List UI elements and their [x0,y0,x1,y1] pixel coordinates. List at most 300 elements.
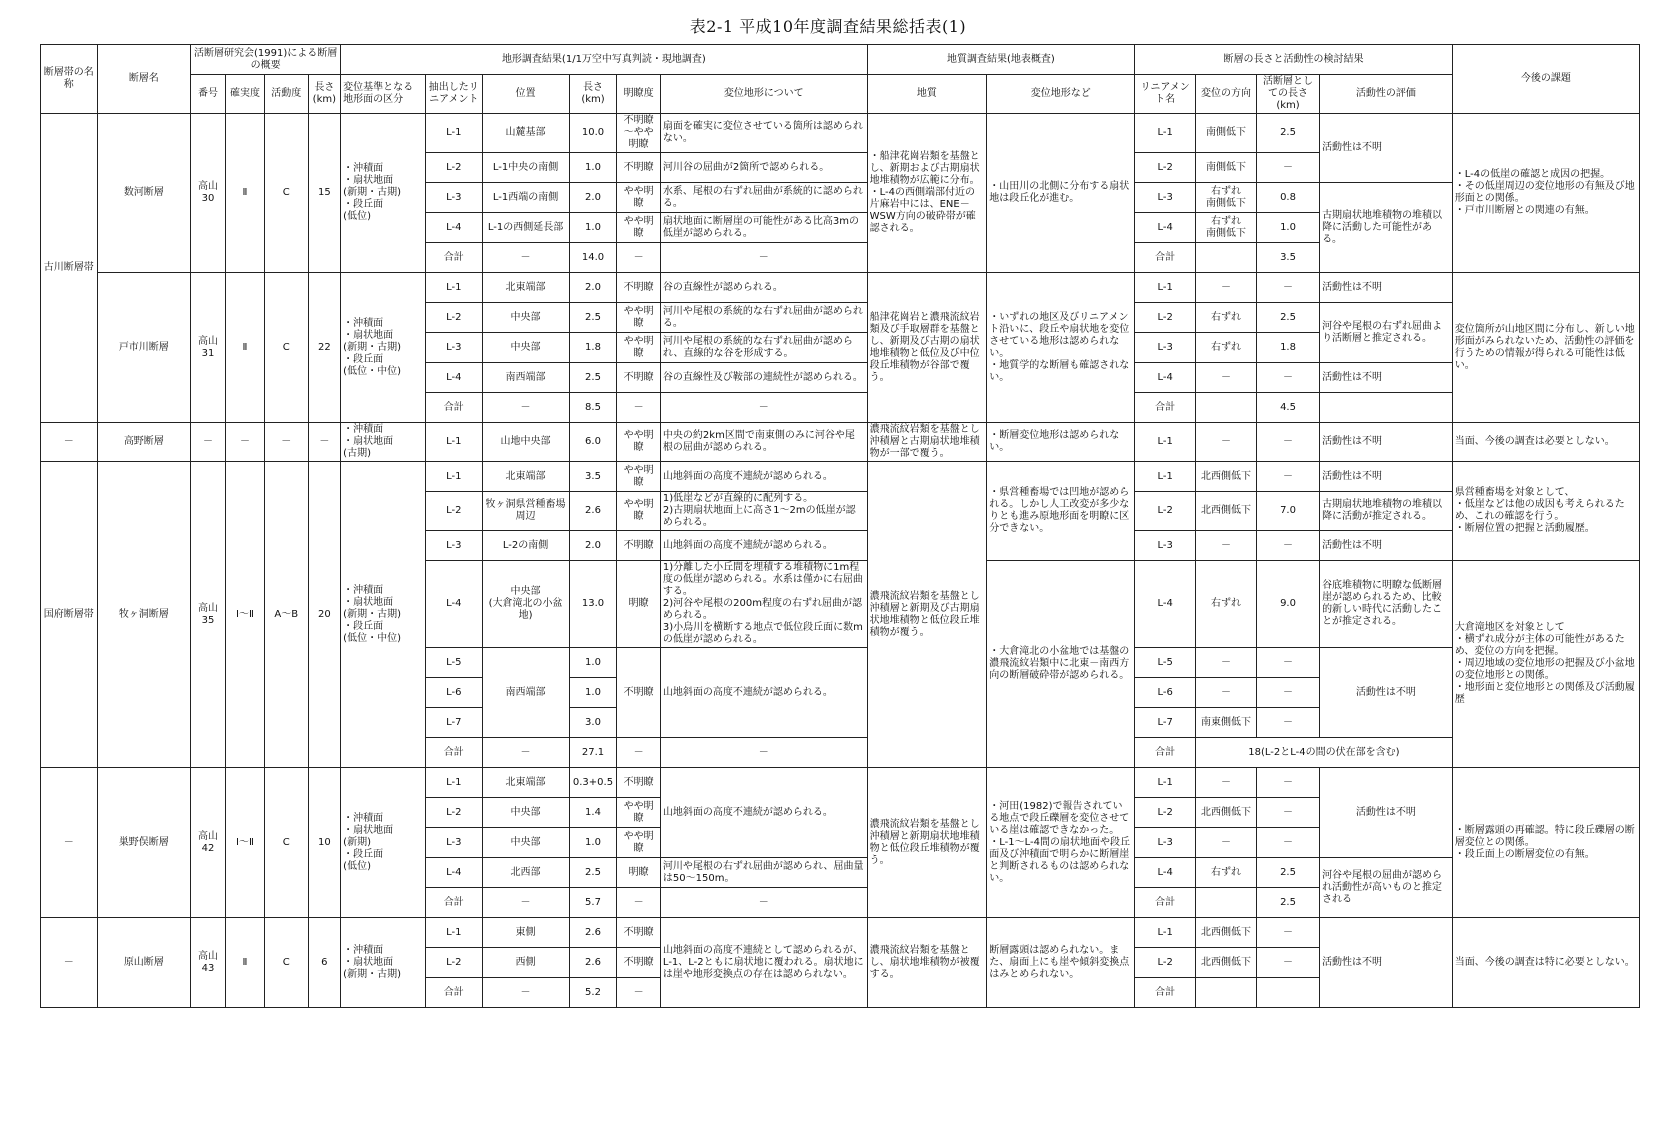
col-geo-group: 地質調査結果(地表概査) [867,45,1135,75]
position: 中央部 [482,303,569,333]
fault-length-eval: 2.5 [1256,114,1319,153]
total-fault-length: 18(L-2とL-4の間の伏在部を含む) [1196,738,1453,768]
total-label: 合計 [1135,888,1196,918]
lineament-id: L-2 [426,948,483,978]
col-activity-eval: 活動性の評価 [1320,75,1453,114]
topo-deform: 水系、尾根の右ずれ屈曲が系統的に認められる。 [660,183,867,213]
clarity: － [617,978,661,1008]
lineament-id: L-2 [426,798,483,828]
total-fault-length: 3.5 [1256,243,1319,273]
fault-certainty: Ⅱ [225,918,264,1008]
direction: － [1196,648,1257,678]
position: － [482,738,569,768]
lineament-name: L-4 [1135,213,1196,243]
clarity: やや明瞭 [617,183,661,213]
lineament-id: L-4 [426,363,483,393]
fault-number: － [191,423,226,462]
col-zone: 断層帯の名称 [41,45,98,114]
surface-types: ・沖積面 ・扇状地面 (新期・古期) ・段丘面 (低位) [341,114,426,273]
direction: 北西側低下 [1196,462,1257,492]
topo-deform: 山地斜面の高度不連続が認められる。 [660,648,867,738]
direction: 右ずれ [1196,858,1257,888]
clarity: やや明瞭 [617,333,661,363]
total-label: 合計 [426,393,483,423]
position: － [482,888,569,918]
fault-length-eval: 0.8 [1256,183,1319,213]
lineament-name: L-2 [1135,948,1196,978]
fault-length-eval: 9.0 [1256,561,1319,648]
activity-eval: 活動性は不明 [1320,462,1453,492]
length: 1.0 [569,153,617,183]
table-title: 表2-1 平成10年度調査結果総括表(1) [689,17,967,36]
lineament-name: L-5 [1135,648,1196,678]
zone-name: 国府断層帯 [41,462,98,768]
col-future: 今後の課題 [1452,45,1639,114]
clarity: 不明瞭 [617,363,661,393]
lineament-name: L-7 [1135,708,1196,738]
fault-number: 高山35 [191,462,226,768]
fault-name: 巣野俣断層 [97,768,191,918]
fault-name: 戸市川断層 [97,273,191,423]
direction: － [1196,531,1257,561]
fault-length-eval: － [1256,768,1319,798]
zone-name: － [41,918,98,1008]
lineament-name: L-4 [1135,858,1196,888]
fault-length: － [308,423,341,462]
activity-eval: 活動性は不明 [1320,273,1453,303]
fault-length: 20 [308,462,341,768]
topo-deform: － [660,243,867,273]
lineament-name: L-4 [1135,561,1196,648]
col-fault: 断層名 [97,45,191,114]
col-geo-deform: 変位地形など [987,75,1135,114]
lineament-id: L-1 [426,462,483,492]
table-row [41,273,1640,303]
lineament-name: L-2 [1135,153,1196,183]
lineament-id: L-7 [426,708,483,738]
topo-deform: 河川や尾根の系統的な右ずれ屈曲が認められ、直線的な谷を形成する。 [660,333,867,363]
total-label: 合計 [1135,978,1196,1008]
length: 0.3+0.5 [569,768,617,798]
activity-eval: 活動性は不明 [1320,531,1453,561]
header-row-1 [41,45,1640,75]
length: 1.0 [569,678,617,708]
fault-length-eval: － [1256,462,1319,492]
fault-length-eval: 2.5 [1256,858,1319,888]
position: 中央部 [482,333,569,363]
clarity: 明瞭 [617,561,661,648]
topo-deform: 扇面を確実に変位させている箇所は認められない。 [660,114,867,153]
geo-deform: ・県営種畜場では凹地が認められる。しかし人工改変が多少なりとも進み原地形面を明瞭に区分できない。 [987,462,1135,561]
geo-deform: ・大倉滝北の小盆地では基盤の濃飛流紋岩類中に北東－南西方向の断層破砕帯が認められる。 [987,561,1135,768]
clarity: － [617,393,661,423]
clarity: － [617,243,661,273]
fault-certainty: Ⅰ～Ⅱ [225,462,264,768]
future-tasks: 当面、今後の調査は必要としない。 [1452,423,1639,462]
surface-types: ・沖積面 ・扇状地面 (新期・古期) ・段丘面 (低位・中位) [341,462,426,768]
position: 山麓基部 [482,114,569,153]
activity-eval: 河谷や尾根の右ずれ屈曲より活断層と推定される。 [1320,303,1453,363]
geo-deform: ・断層変位地形は認められない。 [987,423,1135,462]
length: 1.0 [569,648,617,678]
future-tasks: ・L-4の低崖の確認と成因の把握。 ・その低崖周辺の変位地形の有無及び地形面との関係。 ・戸市川断層との関連の有無。 [1452,114,1639,273]
clarity: やや明瞭 [617,303,661,333]
activity-eval: 河谷や尾根の屈曲が認められ活動性が高いものと推定される [1320,858,1453,918]
lineament-id: L-3 [426,183,483,213]
col-length: 長さ(km) [569,75,617,114]
lineament-id: L-2 [426,492,483,531]
lineament-name: L-3 [1135,333,1196,363]
total-fault-length: 2.5 [1256,888,1319,918]
fault-activity: C [265,114,309,273]
direction: － [1196,828,1257,858]
fault-length-eval: － [1256,363,1319,393]
clarity: やや明瞭 [617,828,661,858]
fault-activity: C [265,918,309,1008]
fault-name: 高野断層 [97,423,191,462]
col-topo-group: 地形調査結果(1/1万空中写真判読・現地調査) [341,45,867,75]
length: 2.6 [569,948,617,978]
position: － [482,978,569,1008]
lineament-name: L-1 [1135,273,1196,303]
total-fault-length: 4.5 [1256,393,1319,423]
clarity: 明瞭 [617,858,661,888]
table-row [41,918,1640,948]
col-geology: 地質 [867,75,987,114]
activity-eval: 活動性は不明 [1320,648,1453,738]
topo-deform: － [660,738,867,768]
col-direction: 変位の方向 [1196,75,1257,114]
surface-types: ・沖積面 ・扇状地面 (新期) ・段丘面 (低位) [341,768,426,918]
position: － [482,393,569,423]
position: L-1の西側延長部 [482,213,569,243]
activity-eval: 活動性は不明 [1320,918,1453,1008]
total-label: 合計 [426,888,483,918]
topo-deform: 谷の直線性及び鞍部の連続性が認められる。 [660,363,867,393]
clarity: 不明瞭～やや明瞭 [617,114,661,153]
fault-certainty: － [225,423,264,462]
length: 3.0 [569,708,617,738]
summary-table [40,44,1640,1008]
clarity: やや明瞭 [617,492,661,531]
fault-activity: C [265,768,309,918]
direction: 右ずれ 南側低下 [1196,213,1257,243]
col-fault-length: 活断層としての長さ(km) [1256,75,1319,114]
topo-deform: － [660,393,867,423]
fault-certainty: Ⅱ [225,273,264,423]
fault-length: 15 [308,114,341,273]
zone-name: 古川断層帯 [41,114,98,423]
col-eval-group: 断層の長さと活動性の検討結果 [1135,45,1453,75]
clarity: － [617,888,661,918]
lineament-id: L-1 [426,768,483,798]
position: 北東端部 [482,768,569,798]
fault-length-eval: － [1256,273,1319,303]
direction: 右ずれ [1196,303,1257,333]
length: 1.0 [569,213,617,243]
future-tasks: 変位箇所が山地区間に分布し、新しい地形面がみられないため、活動性の評価を行うための情報が得られる可能性は低い。 [1452,273,1639,423]
fault-length-eval: － [1256,648,1319,678]
fault-number: 高山43 [191,918,226,1008]
position: 北東端部 [482,462,569,492]
table-row [41,114,1640,153]
direction [1196,978,1257,1008]
length: 3.5 [569,462,617,492]
geo-deform: ・山田川の北側に分布する扇状地は段丘化が進む。 [987,114,1135,273]
lineament-id: L-5 [426,648,483,678]
direction: 右ずれ [1196,561,1257,648]
fault-length-eval: － [1256,423,1319,462]
topo-deform: 河川や尾根の系統的な右ずれ屈曲が認められる。 [660,303,867,333]
fault-length-eval: － [1256,708,1319,738]
topo-deform: 山地斜面の高度不連続が認められる。 [660,768,867,858]
length: 2.0 [569,183,617,213]
lineament-id: L-1 [426,114,483,153]
future-tasks: ・断層露頭の再確認。特に段丘礫層の断層変位との関係。 ・段丘面上の断層変位の有無。 [1452,768,1639,918]
total-label: 合計 [1135,243,1196,273]
col-research-group: 活断層研究会(1991)による断層の概要 [191,45,341,75]
direction: － [1196,363,1257,393]
fault-length-eval: － [1256,918,1319,948]
activity-eval: 活動性は不明 [1320,768,1453,858]
length: 6.0 [569,423,617,462]
col-lineament: 抽出したリニアメント [426,75,483,114]
position: L-1西端の南側 [482,183,569,213]
table-row [41,462,1640,492]
topo-deform: 山地斜面の高度不連続が認められる。 [660,462,867,492]
clarity: 不明瞭 [617,273,661,303]
lineament-id: L-3 [426,828,483,858]
geology: 船津花崗岩と濃飛流紋岩類及び手取層群を基盤とし、新期及び古期の扇状地堆積物と低位及び中位段丘堆積物が谷部で覆う。 [867,273,987,423]
clarity: 不明瞭 [617,648,661,738]
length: 2.6 [569,918,617,948]
length: 2.5 [569,303,617,333]
direction: 南東側低下 [1196,708,1257,738]
length: 2.6 [569,492,617,531]
fault-length-eval: 2.5 [1256,303,1319,333]
clarity: やや明瞭 [617,423,661,462]
position: 中央部 [482,798,569,828]
lineament-name: L-1 [1135,423,1196,462]
total-label: 合計 [426,978,483,1008]
lineament-id: L-4 [426,213,483,243]
position: 牧ヶ洞県営種畜場周辺 [482,492,569,531]
total-label: 合計 [1135,738,1196,768]
surface-types: ・沖積面 ・扇状地面 (古期) [341,423,426,462]
fault-length-eval: 1.8 [1256,333,1319,363]
fault-length-eval: － [1256,153,1319,183]
topo-deform: 河川や尾根の右ずれ屈曲が認められ、屈曲量は50～150m。 [660,858,867,888]
geology: 濃飛流紋岩類を基盤とし沖積層と新期扇状地堆積物と低位段丘堆積物が覆う。 [867,768,987,918]
activity-eval [1320,393,1453,423]
col-clarity: 明瞭度 [617,75,661,114]
total-fault-length [1256,978,1319,1008]
direction: 北西側低下 [1196,948,1257,978]
lineament-id: L-4 [426,858,483,888]
topo-deform: 山地斜面の高度不連続が認められる。 [660,531,867,561]
fault-length: 6 [308,918,341,1008]
clarity: やや明瞭 [617,213,661,243]
clarity: － [617,738,661,768]
direction: 南側低下 [1196,114,1257,153]
topo-deform: － [660,888,867,918]
total-length: 14.0 [569,243,617,273]
total-length: 5.2 [569,978,617,1008]
total-length: 27.1 [569,738,617,768]
future-tasks: 大倉滝地区を対象として ・横ずれ成分が主体の可能性があるため、変位の方向を把握。 ・周辺地域の変位地形の把握及び小盆地の変位地形との関係。 ・地形面と変位地形との関係及び活動履歴 [1452,561,1639,768]
col-activity: 活動度 [265,75,309,114]
lineament-name: L-3 [1135,531,1196,561]
geology: 濃飛流紋岩類を基盤とし、扇状地堆積物が被覆する。 [867,918,987,1008]
total-label: 合計 [426,243,483,273]
lineament-name: L-1 [1135,918,1196,948]
fault-number: 高山31 [191,273,226,423]
fault-length-eval: － [1256,678,1319,708]
activity-eval: 活動性は不明 [1320,363,1453,393]
position: L-2の南側 [482,531,569,561]
future-tasks: 当面、今後の調査は特に必要としない。 [1452,918,1639,1008]
direction [1196,393,1257,423]
lineament-name: L-1 [1135,768,1196,798]
fault-length-eval: － [1256,828,1319,858]
future-tasks: 県営種畜場を対象として、 ・低崖などは他の成因も考えられるため、これの確認を行う。 ・断層位置の把握と活動履歴。 [1452,462,1639,561]
clarity: やや明瞭 [617,798,661,828]
position: 中央部 (大倉滝北の小盆地) [482,561,569,648]
position: 山地中央部 [482,423,569,462]
geo-deform: ・河田(1982)で報告されている地点で段丘礫層を変位させている崖は確認できなかった。 ・L-1～L-4間の扇状地面や段丘面及び沖積面で明らかに断層崖と判断されるものは認められない。 [987,768,1135,918]
clarity: 不明瞭 [617,531,661,561]
topo-deform: 1)低崖などが直線的に配列する。 2)古期扇状地面上に高さ1～2mの低崖が認められる。 [660,492,867,531]
fault-length-eval: － [1256,948,1319,978]
topo-deform: 谷の直線性が認められる。 [660,273,867,303]
lineament-name: L-3 [1135,828,1196,858]
lineament-name: L-6 [1135,678,1196,708]
lineament-name: L-2 [1135,798,1196,828]
direction: － [1196,768,1257,798]
fault-length: 10 [308,768,341,918]
lineament-name: L-4 [1135,363,1196,393]
surface-types: ・沖積面 ・扇状地面 (新期・古期) [341,918,426,1008]
direction: 北西側低下 [1196,492,1257,531]
lineament-id: L-2 [426,303,483,333]
clarity: 不明瞭 [617,768,661,798]
position: 中央部 [482,828,569,858]
position: － [482,243,569,273]
geology: 濃飛流紋岩類を基盤とし沖積層と新期及び古期扇状地堆積物と低位段丘堆積物が覆う。 [867,462,987,768]
clarity: 不明瞭 [617,153,661,183]
geo-deform: 断層露頭は認められない。また、扇面上にも崖や傾斜変換点はみとめられない。 [987,918,1135,1008]
fault-length: 22 [308,273,341,423]
lineament-name: L-2 [1135,303,1196,333]
clarity: 不明瞭 [617,948,661,978]
lineament-id: L-1 [426,273,483,303]
lineament-id: L-1 [426,423,483,462]
direction: 北西側低下 [1196,798,1257,828]
fault-length-eval: 1.0 [1256,213,1319,243]
col-surface: 変位基準となる地形面の区分 [341,75,426,114]
position: 北東端部 [482,273,569,303]
col-lineament-name: リニアメント名 [1135,75,1196,114]
fault-activity: － [265,423,309,462]
fault-name: 原山断層 [97,918,191,1008]
direction [1196,243,1257,273]
col-topo-deform: 変位地形について [660,75,867,114]
lineament-id: L-2 [426,153,483,183]
direction: 北西側低下 [1196,918,1257,948]
clarity: 不明瞭 [617,918,661,948]
lineament-id: L-1 [426,918,483,948]
topo-deform: 中央の約2km区間で南東側のみに河谷や尾根の屈曲が認められる。 [660,423,867,462]
position: 東側 [482,918,569,948]
lineament-id: L-4 [426,561,483,648]
fault-name: 数河断層 [97,114,191,273]
topo-deform: 扇状地面に断層崖の可能性がある比高3mの低崖が認められる。 [660,213,867,243]
length: 1.8 [569,333,617,363]
direction: 南側低下 [1196,153,1257,183]
length: 2.0 [569,273,617,303]
fault-number: 高山30 [191,114,226,273]
position: 北西部 [482,858,569,888]
fault-length-eval: － [1256,798,1319,828]
total-length: 5.7 [569,888,617,918]
col-length-km: 長さ(km) [308,75,341,114]
lineament-name: L-1 [1135,462,1196,492]
length: 13.0 [569,561,617,648]
length: 10.0 [569,114,617,153]
position: 南西端部 [482,363,569,393]
fault-activity: A～B [265,462,309,768]
lineament-id: L-3 [426,531,483,561]
direction: 右ずれ [1196,333,1257,363]
activity-eval: 古期扇状地堆積物の堆積以降に活動した可能性がある。 [1320,183,1453,273]
zone-name: － [41,768,98,918]
length: 1.4 [569,798,617,828]
fault-name: 牧ヶ洞断層 [97,462,191,768]
lineament-name: L-3 [1135,183,1196,213]
topo-deform: 1)分離した小丘間を埋積する堆積物に1m程度の低崖が認められる。水系は僅かに右屈曲する。 2)河谷や尾根の200m程度の右ずれ屈曲が認められる。 3)小烏川を横断する地点で低位段丘面に数mの低崖が認められる。 [660,561,867,648]
fault-length-eval: 7.0 [1256,492,1319,531]
position: 南西端部 [482,648,569,738]
col-number: 番号 [191,75,226,114]
total-label: 合計 [1135,393,1196,423]
length: 2.5 [569,858,617,888]
direction: － [1196,423,1257,462]
length: 2.5 [569,363,617,393]
lineament-id: L-3 [426,333,483,363]
lineament-id: L-6 [426,678,483,708]
topo-deform: 河川谷の屈曲が2箇所で認められる。 [660,153,867,183]
activity-eval: 古期扇状地堆積物の堆積以降に活動が推定される。 [1320,492,1453,531]
fault-certainty: Ⅰ～Ⅱ [225,768,264,918]
clarity: やや明瞭 [617,462,661,492]
table-row [41,423,1640,462]
activity-eval: 活動性は不明 [1320,423,1453,462]
geology: ・船津花崗岩類を基盤とし、新期および古期扇状地堆積物が広範に分布。 ・L-4の西側端部付近の片麻岩中には、ENE－WSW方向の破砕帯が確認される。 [867,114,987,273]
geo-deform: ・いずれの地区及びリニアメント沿いに、段丘や扇状地を変位させている地形は認められない。 ・地質学的な断層も確認されない。 [987,273,1135,423]
lineament-name: L-2 [1135,492,1196,531]
total-length: 8.5 [569,393,617,423]
header-row-2 [41,75,1640,114]
position: L-1中央の南側 [482,153,569,183]
table-row [41,768,1640,798]
activity-eval: 谷底堆積物に明瞭な低断層崖が認められるため、比較的新しい時代に活動したことが推定される。 [1320,561,1453,648]
direction: － [1196,678,1257,708]
activity-eval: 活動性は不明 [1320,114,1453,183]
total-label: 合計 [426,738,483,768]
length: 2.0 [569,531,617,561]
fault-number: 高山42 [191,768,226,918]
direction: 右ずれ 南側低下 [1196,183,1257,213]
